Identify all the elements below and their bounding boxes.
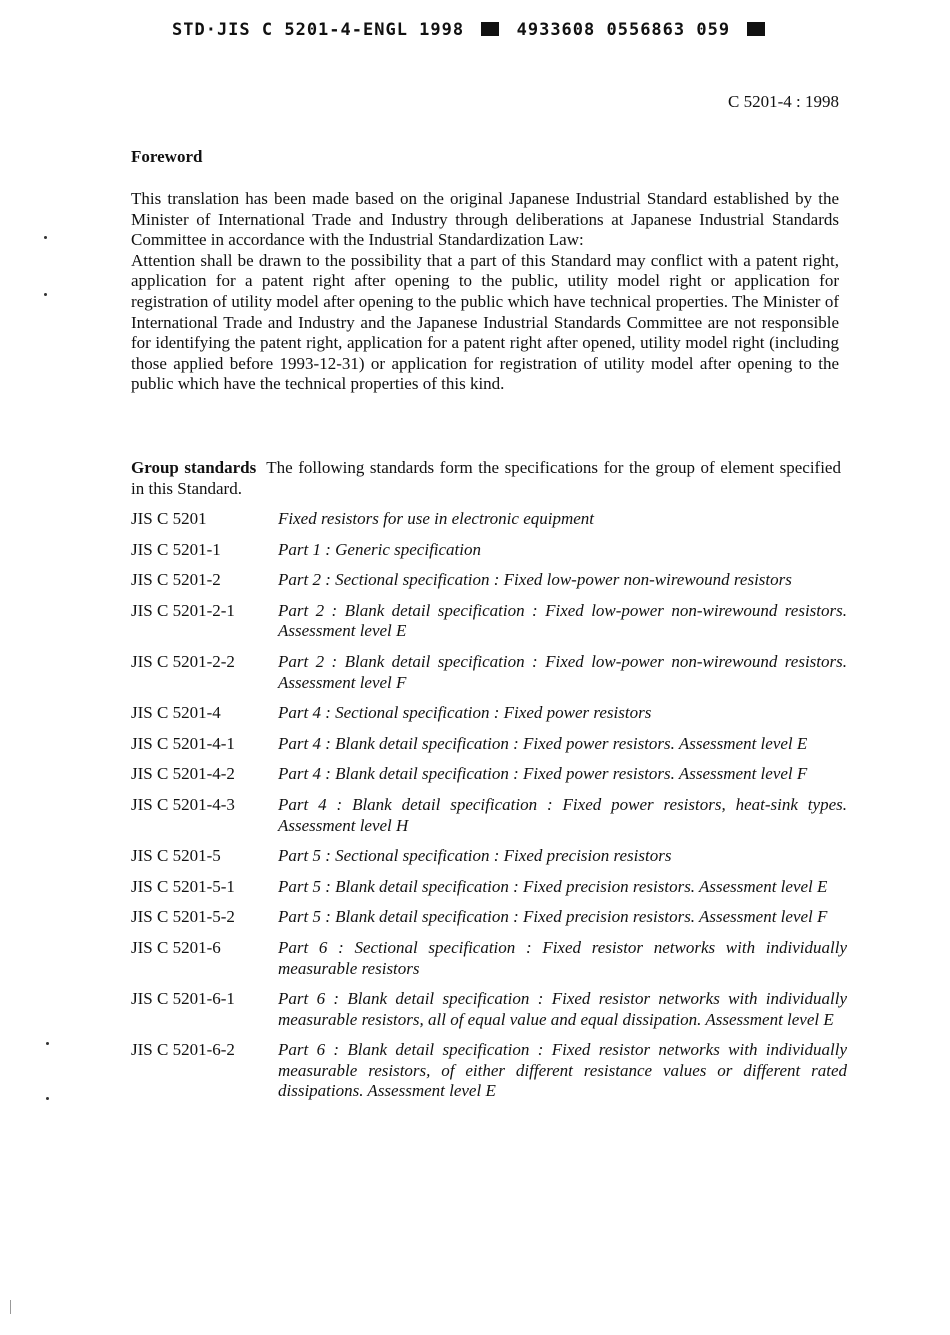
standard-row bbox=[131, 907, 847, 928]
black-bar-mark bbox=[481, 22, 499, 36]
standard-row bbox=[131, 509, 847, 530]
standard-row bbox=[131, 734, 847, 755]
foreword-paragraph-1: This translation has been made based on the original Japanese Industrial Standard established by the Minister of International Trade and Industry through deliberations at Japanese Industrial Standards Committee in accordance with the Industrial Standardization Law: bbox=[131, 189, 839, 250]
standard-code: JIS C 5201-4 bbox=[131, 703, 221, 723]
standard-title: Part 5 : Blank detail specification : Fixed precision resistors. Assessment level F bbox=[278, 907, 828, 927]
standard-row bbox=[131, 938, 847, 979]
standard-code: JIS C 5201-2-1 bbox=[131, 600, 235, 620]
standard-title: Part 4 : Sectional specification : Fixed power resistors bbox=[278, 703, 652, 723]
standard-row bbox=[131, 1040, 847, 1102]
standard-title: Part 5 : Sectional specification : Fixed precision resistors bbox=[278, 846, 672, 866]
standard-title: Part 2 : Sectional specification : Fixed low-power non-wirewound resistors bbox=[278, 570, 792, 590]
standard-title: Part 4 : Blank detail specification : Fixed power resistors. Assessment level F bbox=[278, 764, 808, 784]
standard-title: Part 6 : Blank detail specification : Fixed resistor networks with individually measurable resistors, all of equal value and equal dissipation. Assessment level E bbox=[278, 989, 847, 1029]
margin-dot bbox=[44, 293, 47, 296]
standard-code: JIS C 5201-1 bbox=[131, 539, 221, 559]
standard-title: Part 1 : Generic specification bbox=[278, 539, 482, 559]
standard-code: JIS C 5201-5-2 bbox=[131, 907, 235, 927]
margin-tick bbox=[10, 1300, 11, 1314]
standard-title: Part 2 : Blank detail specification : Fixed low-power non-wirewound resistors. Assessment level E bbox=[278, 600, 847, 641]
standard-title: Part 4 : Blank detail specification : Fixed power resistors, heat-sink types. Assessment level H bbox=[278, 794, 847, 835]
margin-dot bbox=[46, 1097, 49, 1100]
standard-title: Fixed resistors for use in electronic equipment bbox=[278, 509, 595, 528]
standard-row bbox=[131, 652, 847, 693]
standard-row bbox=[131, 703, 847, 724]
foreword-title: Foreword bbox=[131, 147, 203, 166]
standards-list bbox=[131, 509, 847, 1112]
standard-title: Part 5 : Blank detail specification : Fixed precision resistors. Assessment level E bbox=[278, 876, 828, 896]
standard-code: JIS C 5201-2 bbox=[131, 570, 221, 590]
margin-dot bbox=[46, 1042, 49, 1045]
standard-row bbox=[131, 846, 847, 867]
document-header-code bbox=[172, 20, 772, 44]
foreword-paragraph-2: Attention shall be drawn to the possibility that a part of this Standard may conflict with a patent right, application for a patent right after opening to the public, utility model right or application for registration of utility model after opening to the public which have technical properties. The Minister of International Trade and Industry and the Japanese Industrial Standards Committee are not responsible for identifying the patent right, application for a patent right after opened, utility model right (including those applied before 1993-12-31) or application for registration of utility model after opening to the public which have the technical properties of this kind. bbox=[131, 250, 839, 394]
black-bar-mark bbox=[747, 22, 765, 36]
standard-row bbox=[131, 570, 847, 591]
standard-title: Part 6 : Blank detail specification : Fixed resistor networks with individually measurable resistors, of either different resistance values or different rated dissipations. Assessment level E bbox=[278, 1040, 847, 1101]
standard-row bbox=[131, 795, 847, 836]
standard-row bbox=[131, 764, 847, 785]
standard-title: Part 6 : Sectional specification : Fixed resistor networks with individually measurable resistors bbox=[278, 937, 847, 978]
standard-row bbox=[131, 989, 847, 1030]
foreword-body bbox=[131, 189, 839, 395]
standard-code: JIS C 5201-2-2 bbox=[131, 651, 235, 671]
standard-code: JIS C 5201-5 bbox=[131, 846, 221, 866]
standard-row bbox=[131, 877, 847, 898]
group-standards-intro bbox=[131, 458, 841, 499]
standard-title: Part 2 : Blank detail specification : Fixed low-power non-wirewound resistors. Assessment level F bbox=[278, 651, 847, 692]
standard-code: JIS C 5201 bbox=[131, 509, 207, 528]
group-standards-intro-text: The following standards form the specifications for the group of element specified in this Standard. bbox=[131, 458, 841, 498]
header-code-part1: STD·JIS C 5201-4-ENGL 1998 bbox=[172, 20, 465, 40]
group-standards-heading: Group standards bbox=[131, 458, 257, 477]
header-code-part2: 4933608 0556863 059 bbox=[516, 20, 731, 40]
standard-reference: C 5201-4 : 1998 bbox=[728, 92, 839, 111]
standard-title: Part 4 : Blank detail specification : Fixed power resistors. Assessment level E bbox=[278, 733, 808, 753]
standard-row bbox=[131, 540, 847, 561]
standard-code: JIS C 5201-5-1 bbox=[131, 876, 235, 896]
standard-code: JIS C 5201-6-1 bbox=[131, 989, 235, 1009]
standard-row bbox=[131, 601, 847, 642]
standard-code: JIS C 5201-4-2 bbox=[131, 764, 235, 784]
margin-dot bbox=[44, 236, 47, 239]
standard-code: JIS C 5201-6-2 bbox=[131, 1040, 235, 1060]
standard-code: JIS C 5201-6 bbox=[131, 937, 221, 957]
standard-code: JIS C 5201-4-3 bbox=[131, 794, 235, 814]
standard-code: JIS C 5201-4-1 bbox=[131, 733, 235, 753]
